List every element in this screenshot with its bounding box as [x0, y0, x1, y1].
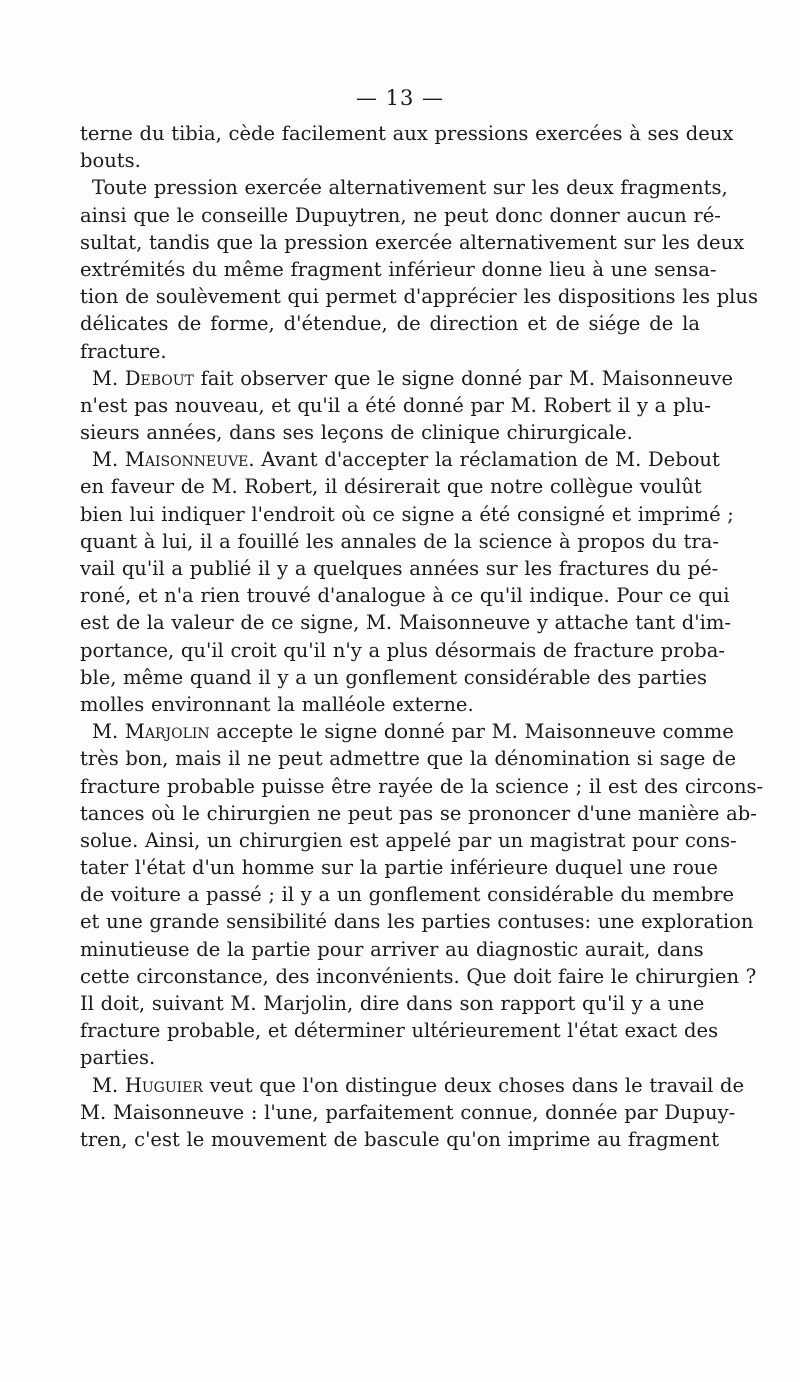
speaker-prefix: M.	[92, 448, 125, 472]
body-text	[80, 120, 764, 1153]
text-line: tion de soulèvement qui permet d'apprécier les dispositions les plus	[80, 285, 758, 309]
speaker-line	[80, 365, 734, 392]
text-line: vail qu'il a publié il y a quelques années sur les fractures du pé-	[80, 557, 719, 580]
text-line: fracture probable, et déterminer ultérieurement l'état exact des	[80, 1019, 719, 1043]
text-line: terne du tibia, cède facilement aux pressions exercées à ses deux	[80, 122, 734, 145]
speaker-line	[80, 446, 720, 473]
text-line: fracture.	[80, 339, 167, 363]
text-fragment: . Avant d'accepter la réclamation de M. Debout	[248, 448, 720, 472]
text-line: minutieuse de la partie pour arriver au diagnostic aurait, dans	[80, 937, 704, 961]
text-line: sieurs années, dans ses leçons de clinique chirurgicale.	[80, 421, 633, 445]
text-line: M. Maisonneuve : l'une, parfaitement connue, donnée par Dupuy-	[80, 1100, 736, 1124]
text-line: délicates de forme, d'étendue, de direction et de siége de la	[80, 312, 700, 336]
page-number: — 13 —	[355, 86, 445, 110]
speaker-name: Marjolin	[124, 720, 210, 744]
speaker-line	[80, 718, 734, 745]
text-line: tren, c'est le mouvement de bascule qu'on imprime au fragment	[80, 1127, 720, 1151]
speaker-name: Maisonneuve	[124, 448, 249, 472]
text-line: quant à lui, il a fouillé les annales de la science à propos du tra-	[80, 529, 719, 553]
speaker-prefix: M.	[92, 720, 125, 744]
text-fragment: fait observer que le signe donné par M. Maisonneuve	[193, 366, 734, 390]
text-line: roné, et n'a rien trouvé d'analogue à ce qu'il indique. Pour ce qui	[80, 584, 730, 608]
speaker-name: Huguier	[124, 1073, 203, 1097]
text-line: et une grande sensibilité dans les parties contuses: une exploration	[80, 910, 754, 934]
text-fragment: accepte le signe donné par M. Maisonneuve comme	[209, 720, 734, 744]
text-line: parties.	[80, 1046, 156, 1070]
text-line: fracture probable puisse être rayée de la science ; il est des circons-	[80, 774, 764, 798]
text-fragment: veut que l'on distingue deux choses dans le travail de	[202, 1073, 745, 1097]
text-line: tances où le chirurgien ne peut pas se prononcer d'une manière ab-	[80, 801, 757, 825]
speaker-prefix: M.	[92, 366, 125, 390]
text-line: n'est pas nouveau, et qu'il a été donné par M. Robert il y a plu-	[80, 393, 711, 417]
text-line: ainsi que le conseille Dupuytren, ne peut donc donner aucun ré-	[80, 203, 721, 227]
text-line: tater l'état d'un homme sur la partie inférieure duquel une roue	[80, 856, 718, 880]
text-line: est de la valeur de ce signe, M. Maisonneuve y attache tant d'im-	[80, 611, 731, 635]
speaker-name: Debout	[124, 366, 194, 390]
text-line: bien lui indiquer l'endroit où ce signe a été consigné et imprimé ;	[80, 502, 734, 526]
text-line: en faveur de M. Robert, il désirerait que notre collègue voulût	[80, 475, 702, 499]
text-line: ble, même quand il y a un gonflement considérable des parties	[80, 665, 707, 689]
text-line: très bon, mais il ne peut admettre que la dénomination si sage de	[80, 747, 737, 771]
text-line: sultat, tandis que la pression exercée alternativement sur les deux	[80, 230, 745, 254]
text-line: Toute pression exercée alternativement sur les deux fragments,	[92, 176, 728, 200]
text-line: cette circonstance, des inconvénients. Que doit faire le chirurgien ?	[80, 964, 757, 988]
text-line: portance, qu'il croit qu'il n'y a plus désormais de fracture proba-	[80, 638, 725, 662]
speaker-line	[80, 1072, 745, 1099]
text-line: de voiture a passé ; il y a un gonflement considérable du membre	[80, 883, 735, 907]
speaker-prefix: M.	[92, 1073, 125, 1097]
text-line: Il doit, suivant M. Marjolin, dire dans son rapport qu'il y a une	[80, 992, 705, 1015]
text-line: extrémités du même fragment inférieur donne lieu à une sensa-	[80, 257, 717, 281]
text-line: bouts.	[80, 149, 141, 173]
text-line: molles environnant la malléole externe.	[80, 692, 474, 716]
text-line: solue. Ainsi, un chirurgien est appelé par un magistrat pour cons-	[80, 828, 737, 852]
